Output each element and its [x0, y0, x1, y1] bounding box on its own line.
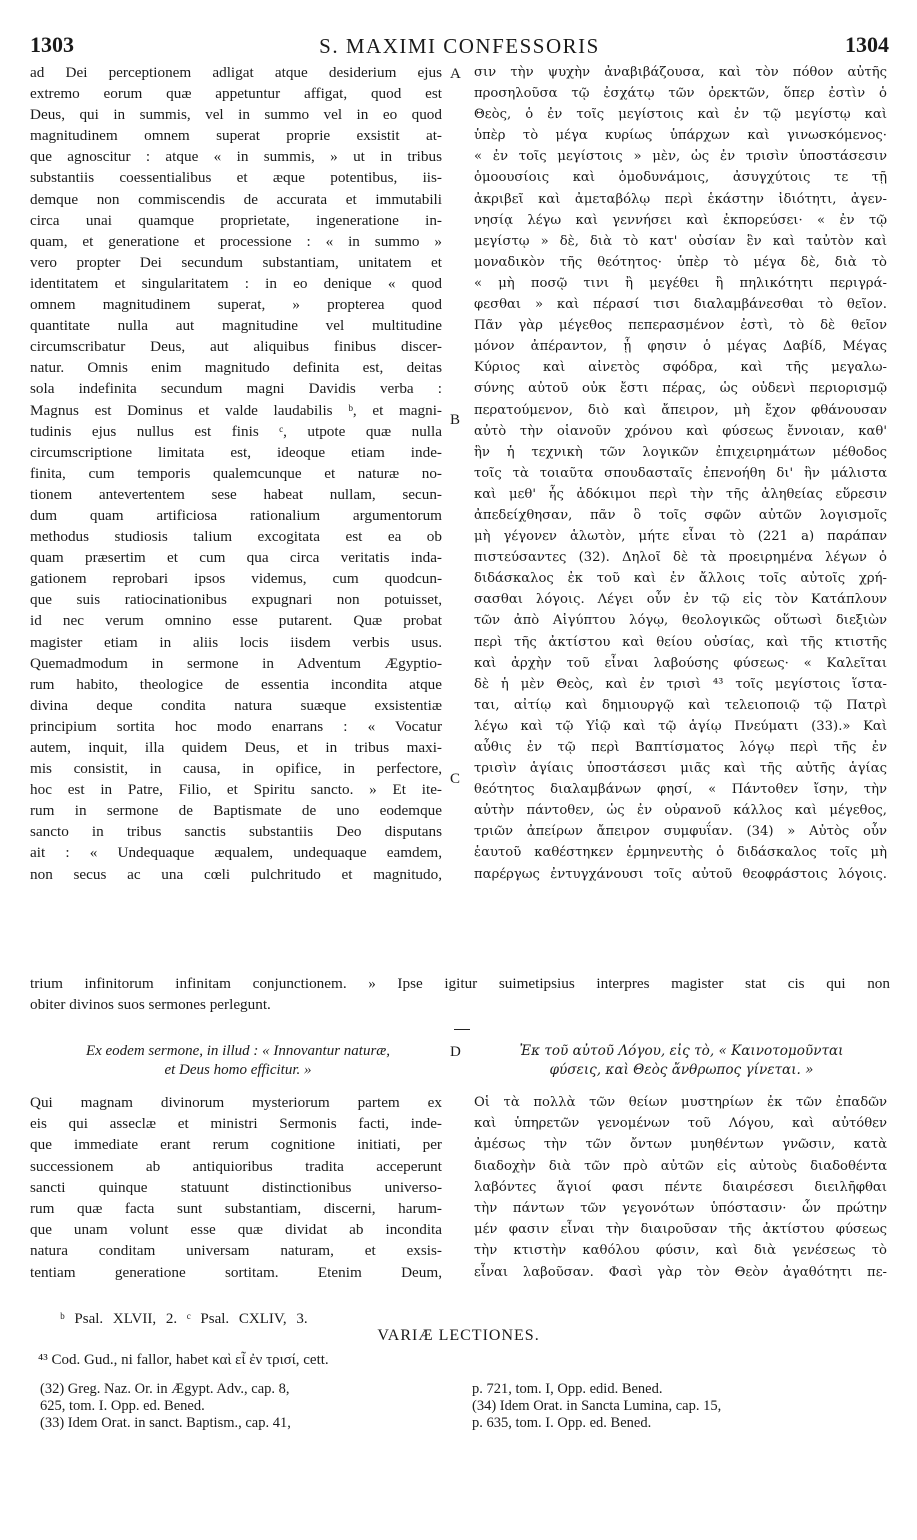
latin-text-line: circa unai quamque proprietate, ingeneratione in- — [30, 211, 442, 229]
greek-text-line: μὴ γέγονεν ἁλωτὸν, μήτε εἶναι τὸ (221 a) παράπαν — [474, 529, 887, 545]
latin-text-line: Magnus est Dominus et valde laudabilis ᵇ, et magni- — [30, 401, 442, 419]
latin-heading-line: et Deus homo efficitur. » — [164, 1062, 312, 1078]
latin-heading-line: Ex eodem sermone, in illud : « Innovantur naturæ, — [85, 1043, 391, 1059]
greek-text-line: ἀπεδείχθησαν, πᾶν ὃ τοῖς σφῶν αὐτῶν λογισμοῖς — [474, 507, 887, 523]
greek-section-heading — [474, 1042, 889, 1080]
page-header — [30, 32, 889, 62]
greek-text-line: αὐτὸ τὴν οἱανοῦν χρόνου καὶ φύσεως ἔννοιαν, καθ' — [474, 423, 887, 439]
greek-text-line: νησίᾳ λέγω καὶ γεννήσει καὶ ἐκπορεύσει· « ἐν τῷ — [474, 212, 887, 228]
margin-marker-a: A — [450, 66, 461, 82]
latin-text-line: que suis ratiocinationibus expugnari non potuisset, — [30, 591, 442, 609]
latin-section-text — [30, 1092, 442, 1283]
latin-text-line: que immediate erant rerum cognitione initiati, per — [30, 1136, 442, 1154]
greek-text-line: ἣν ἡ τεχνικὴ τῶν λογικῶν ἐπιχειρημάτων μέθοδος — [474, 444, 887, 460]
margin-marker-b: B — [450, 412, 461, 428]
latin-text-line: magister etiam in aliis locis iisdem verbis usus. — [30, 633, 442, 651]
full-width-line: trium infinitorum infinitam conjunctionem. » Ipse igitur suimetipsius interpres magister stat cis qui non — [30, 975, 890, 992]
latin-text-line: finita, cum temporis qualemcunque et naturæ no- — [30, 464, 442, 482]
latin-text-line: divina deque condita natura suæque exsistentiæ — [30, 696, 442, 714]
greek-text-line: καὶ ὑπηρετῶν γενομένων τοῦ Λόγου, καὶ αὐτόθεν — [474, 1116, 887, 1132]
greek-text-line: περὶ τῆς ἀκτίστου καὶ θείου οὐσίας, καὶ τῆς κτιστῆς — [474, 634, 887, 650]
greek-text-line: ὁμοουσίοις καὶ ὁμοδυνάμοις, ἀσυγχύτοις τε τῇ — [474, 170, 887, 186]
notes-right — [472, 1381, 892, 1432]
latin-text-line: gationem reprobari ipsos videmus, cum quodcun- — [30, 570, 442, 588]
greek-text-line: σύνης αὐτοῦ οὐκ ἔστι πέρας, ὡς οὐδενὶ περιορισμῷ — [474, 381, 887, 397]
latin-text-line: natura conditam universam naturam, et exsis- — [30, 1242, 442, 1260]
latin-text-line: extremo eorum quæ appetuntur affigat, quod est — [30, 85, 442, 103]
greek-text-line: διδάσκαλος ἐκ τοῦ καὶ ἐν ἄλλοις τοῖς αὐτοῖς χρή- — [474, 571, 887, 587]
greek-column — [474, 62, 887, 885]
greek-text-line: τρισὶν ἁγίαις ὑποστάσεσι μιᾶς καὶ τῆς αὐτῆς ἁγίας — [474, 761, 887, 777]
greek-text-line: λαβόντες ἅγιοί φασι πέντε διαιρέσεσι διειλῆφθαι — [474, 1179, 887, 1195]
greek-text-line: δὲ ἡ μὲν Θεὸς, καὶ ἐν τρισὶ ⁴³ τοῖς μεγίστοις ἵστα- — [474, 676, 887, 692]
greek-text-line: αὐτὴν πάντοθεν, ὡς ἐν οὐρανοῦ κάλλος καὶ μέγεθος, — [474, 803, 887, 819]
greek-text-line: προσηλοῦσα τῷ ἐσχάτῳ τῶν ὀρεκτῶν, ὅπερ ἐστὶν ὁ — [474, 86, 887, 102]
latin-text-line: Qui magnam divinorum mysteriorum partem ex — [30, 1094, 442, 1111]
latin-text-line: substantiis coessentialibus et æque potentibus, iis- — [30, 169, 442, 187]
greek-text-line: αὖθις ἐν τῷ περὶ Βαπτίσματος λόγῳ περὶ τῆς ἐν — [474, 740, 887, 755]
latin-text-line: vero propter Dei secundum substantiam, unitatem et — [30, 253, 442, 271]
latin-text-line: natur. Omnis enim magnitudo definita est, deitas — [30, 359, 442, 377]
latin-text-line: eis qui asseclæ et ministri Sermonis facti, inde- — [30, 1115, 442, 1133]
latin-text-line: omnem magnitudinem superat, » propterea quod — [30, 296, 442, 314]
greek-text-line: Θεὸς, ὁ ἐν τοῖς μεγίστοις καὶ ἐν τῷ μεγίστῳ καὶ — [474, 107, 887, 123]
greek-text-line: παρέργως ἐντυγχάνουσι τοῖς αὐτοῦ θεοφράστοις λόγοις. — [474, 866, 887, 882]
greek-text-line: μοναδικὸν τῆς θεότητος· ὑπὲρ τὸ μέγα δὲ, διὰ τὸ — [474, 254, 887, 270]
greek-text-line: « ἐν τοῖς μεγίστοις » μὲν, ὡς ἐν τρισὶν ὑποστάσεσιν — [474, 149, 887, 165]
latin-text-line: mis consistit, in causa, in opifice, in perfectore, — [30, 760, 442, 778]
greek-text-line: εἶναι λαβοῦσαν. Φασὶ γὰρ τὸν Θεὸν ἀγαθότητι πε- — [474, 1264, 887, 1280]
latin-text-line: sancti quinque statuunt distinctionibus universo- — [30, 1178, 442, 1196]
greek-text-line: ἑαυτοῦ καθέστηκεν ἑρμηνευτὴς ὁ διδάσκαλος τοῖς μὴ — [474, 845, 887, 861]
greek-text-line: τριῶν ἀπείρων ἄπειρον συμφυΐαν. (34) » Αὐτὸς οὖν — [474, 824, 887, 840]
margin-marker-d: D — [450, 1044, 461, 1060]
note-line: p. 721, tom. I, Opp. edid. Bened. — [472, 1381, 663, 1397]
latin-text-line: quam præsertim et cum qua circa veritatis inda- — [30, 549, 442, 567]
latin-text-line: identitatem et singularitatem : in eo denique « quod — [30, 274, 442, 292]
latin-text-line: successionem ab antiquioribus tradita acceperunt — [30, 1157, 442, 1175]
note-line: (32) Greg. Naz. Or. in Ægypt. Adv., cap. 8, — [40, 1381, 290, 1397]
variae-lectiones-title: VARIÆ LECTIONES. — [377, 1327, 540, 1344]
latin-text-line: que agnoscitur : atque « in summis, » ut in tribus — [30, 148, 442, 166]
latin-text-line: tentiam generatione sortitam. Etenim Deum, — [30, 1263, 442, 1281]
latin-text-line: ait : « Undequaque æqualem, undequaque eamdem, — [30, 844, 442, 862]
greek-text-line: ὑπὲρ τὸ μέγα κυρίως ὑπάρχων καὶ γινωσκόμενος· — [474, 128, 887, 144]
greek-text-line: λέγω καὶ τῷ Υἱῷ καὶ τῷ ἁγίῳ Πνεύματι (33).» Καὶ — [474, 718, 887, 734]
margin-marker-c: C — [450, 771, 461, 787]
latin-text-line: quantitate nulla aut magnitudine vel multitudine — [30, 317, 442, 335]
note-line: (34) Idem Orat. in Sancta Lumina, cap. 15, — [472, 1398, 722, 1414]
latin-text-line: principium sortita hoc modo enarrans : « Vocatur — [30, 717, 442, 735]
greek-text-line: περατούμενον, διὸ καὶ ἄπειρον, μὴ ἔχον φθάνουσαν — [474, 402, 887, 418]
latin-text-line: Quemadmodum in sermone in Adventum Ægyptio- — [30, 654, 442, 672]
greek-text-line: φεσθαι » καὶ πέρασί τισι διαλαμβάνεσθαι τὸ θεῖον. — [474, 297, 887, 313]
greek-text-line: « μὴ ποσῷ τινι ἢ μεγέθει ἢ πηλικότητι περιγρά- — [474, 275, 887, 291]
note-line: (33) Idem Orat. in sanct. Baptism., cap. 41, — [40, 1415, 291, 1431]
greek-text-line: Οἱ τὰ πολλὰ τῶν θείων μυστηρίων ἐκ τῶν ἐπαδῶν — [474, 1095, 887, 1110]
page-number-left: 1303 — [30, 32, 74, 57]
latin-text-line: tudinis ejus nullus est finis ᶜ, utpote quæ nulla — [30, 422, 442, 440]
greek-text-line: καὶ ἀρχὴν τοῦ εἶναι λαβούσης φύσεως· « Καλεῖται — [474, 655, 887, 671]
latin-text-line: rum quæ facta sunt substantiam, discerni, harum- — [30, 1200, 442, 1218]
greek-text-line: μεγίστῳ » δὲ, διὰ τὸ κατ' οὐσίαν ἓν καὶ ταὐτὸν καὶ — [474, 233, 887, 249]
greek-text-line: τοῖς τὰ τοιαῦτα σπουδασταῖς ἐπενοήθη δι' ἣν μάλιστα — [474, 465, 887, 481]
latin-text-line: dum quam artificiosa rationalium argumentorum — [30, 506, 442, 524]
latin-text-line: methodus studiosis talium excogitata est ea ob — [30, 528, 442, 546]
greek-text-line: μόνον ἀπέραντον, ᾗ φησιν ὁ μέγας Δαβίδ, Μέγας — [474, 339, 887, 355]
greek-section-text — [474, 1092, 887, 1283]
greek-text-line: τὴν κτιστὴν καθόλου φύσιν, καὶ διὰ γενέσεως τὸ — [474, 1243, 887, 1259]
notes-left — [40, 1381, 450, 1432]
greek-text-line: ἀκριβεῖ καὶ ἀμεταβόλῳ περὶ ἑκάστην ἰδιότητι, ἀγεν- — [474, 191, 887, 207]
latin-text-line: quam, et generatione et processione : « in summo » — [30, 232, 442, 250]
latin-text-line: sola indefinita secundum magni Davidis verba : — [30, 380, 442, 398]
greek-text-line: ται, αἰτίῳ καὶ δημιουργῷ καὶ τελειοποιῷ τῷ Πατρὶ — [474, 697, 887, 713]
latin-text-line: non secus ac una cœli pulchritudo et magnitudo, — [30, 865, 442, 883]
greek-text-line: ἀμέσως τὴν τῶν ὄντων μυηθέντων γνῶσιν, κατὰ — [474, 1137, 887, 1153]
latin-text-line: rum in sermone de Baptismate de uno eodemque — [30, 802, 442, 820]
greek-text-line: σιν τὴν ψυχὴν ἀναβιβάζουσα, καὶ τὸν πόθον αὐτῆς — [474, 65, 887, 80]
greek-text-line: τῶν ἀπὸ Αἰγύπτου λόγῳ, θεολογικῶς οὕτωσὶ διεξιὼν — [474, 613, 887, 629]
section-separator — [454, 1029, 470, 1030]
latin-text-line: magnitudinem omnem superat proprie exsistit at- — [30, 127, 442, 145]
note-line: p. 635, tom. I. Opp. ed. Bened. — [472, 1415, 652, 1431]
greek-text-line: πιστεύσαντες (32). Δηλοῖ δὲ τὰ προειρημένα λέγων ὁ — [474, 550, 887, 566]
latin-text-line: tionem antevertentem sese habeat nullam, secun- — [30, 485, 442, 503]
latin-text-line: demque non commiscendis de accurata et immutabili — [30, 190, 442, 208]
latin-text-line: autem, inquit, illa quidem Deus, et in tribus maxi- — [30, 739, 442, 756]
greek-text-line: μέν φασιν εἶναι τὴν διαιροῦσαν τῆς ἀκτίστου φύσεως — [474, 1222, 887, 1238]
latin-text-line: id nec verum omnino esse putarent. Quæ probat — [30, 612, 442, 630]
greek-text-line: καὶ μεθ' ἧς ἀδόκιμοι περὶ τὴν τῆς ἀληθείας εὕρεσιν — [474, 486, 887, 502]
greek-text-line: τὴν πάντων τῶν γεγονότων ὑπόστασιν· ὧν πρώτην — [474, 1201, 887, 1217]
greek-text-line: Κύριος καὶ αἰνετὸς σφόδρα, καὶ τῆς μεγαλω- — [474, 360, 887, 376]
latin-text-line: circumscribatur Deus, aut aliquibus finibus discer- — [30, 338, 442, 356]
running-title: S. MAXIMI CONFESSORIS — [319, 34, 600, 58]
greek-heading-line: Ἐκ τοῦ αὐτοῦ Λόγου, εἰς τὸ, « Καινοτομοῦνται — [519, 1043, 844, 1059]
latin-section-heading — [38, 1042, 438, 1080]
greek-text-line: σασθαι λόγοις. Λέγει οὖν ἐν τῷ εἰς τὸν Κατάπλουν — [474, 592, 887, 608]
latin-column — [30, 62, 442, 885]
greek-text-line: Πᾶν γὰρ μέγεθος πεπερασμένον ἐστὶ, τὸ δὲ θεῖον — [474, 318, 887, 334]
greek-heading-line: φύσεις, καὶ Θεὸς ἄνθρωπος γίνεται. » — [549, 1062, 814, 1078]
footnote-references: ᵇ Psal. XLVII, 2. ᶜ Psal. CXLIV, 3. — [60, 1311, 308, 1327]
full-width-line-end: obiter divinos suos sermones perlegunt. — [30, 996, 271, 1013]
latin-text-line: sancto in tribus sanctis substantiis Deo disputans — [30, 823, 442, 841]
greek-text-line: θεότητος διαλαμβάνων φησί, « Πάντοθεν ἴσην, τὴν — [474, 782, 887, 798]
latin-text-line: Deus, qui in summis, vel in summo vel in eo quod — [30, 106, 442, 124]
latin-text-line: ad Dei perceptionem adligat atque desiderium ejus — [30, 64, 442, 81]
note-line: 625, tom. I. Opp. ed. Bened. — [40, 1398, 205, 1414]
latin-text-line: rum habito, theologice de essentia incondita atque — [30, 675, 442, 693]
latin-text-line: que unam volunt esse quæ dividat ab incondita — [30, 1221, 442, 1239]
page-number-right: 1304 — [845, 32, 889, 57]
greek-text-line: διαδοχὴν διὰ τῶν πρὸ αὐτῶν εἰς αὐτοὺς διαδοθέντα — [474, 1158, 887, 1174]
variant-reading: ⁴³ Cod. Gud., ni fallor, habet καὶ εἶ ἐν τρισί, cett. — [38, 1352, 329, 1368]
latin-text-line: circumscriptione limitata est, ideoque etiam inde- — [30, 443, 442, 461]
latin-text-line: hoc est in Patre, Filio, et Spiritu sancto. » Et ite- — [30, 781, 442, 799]
